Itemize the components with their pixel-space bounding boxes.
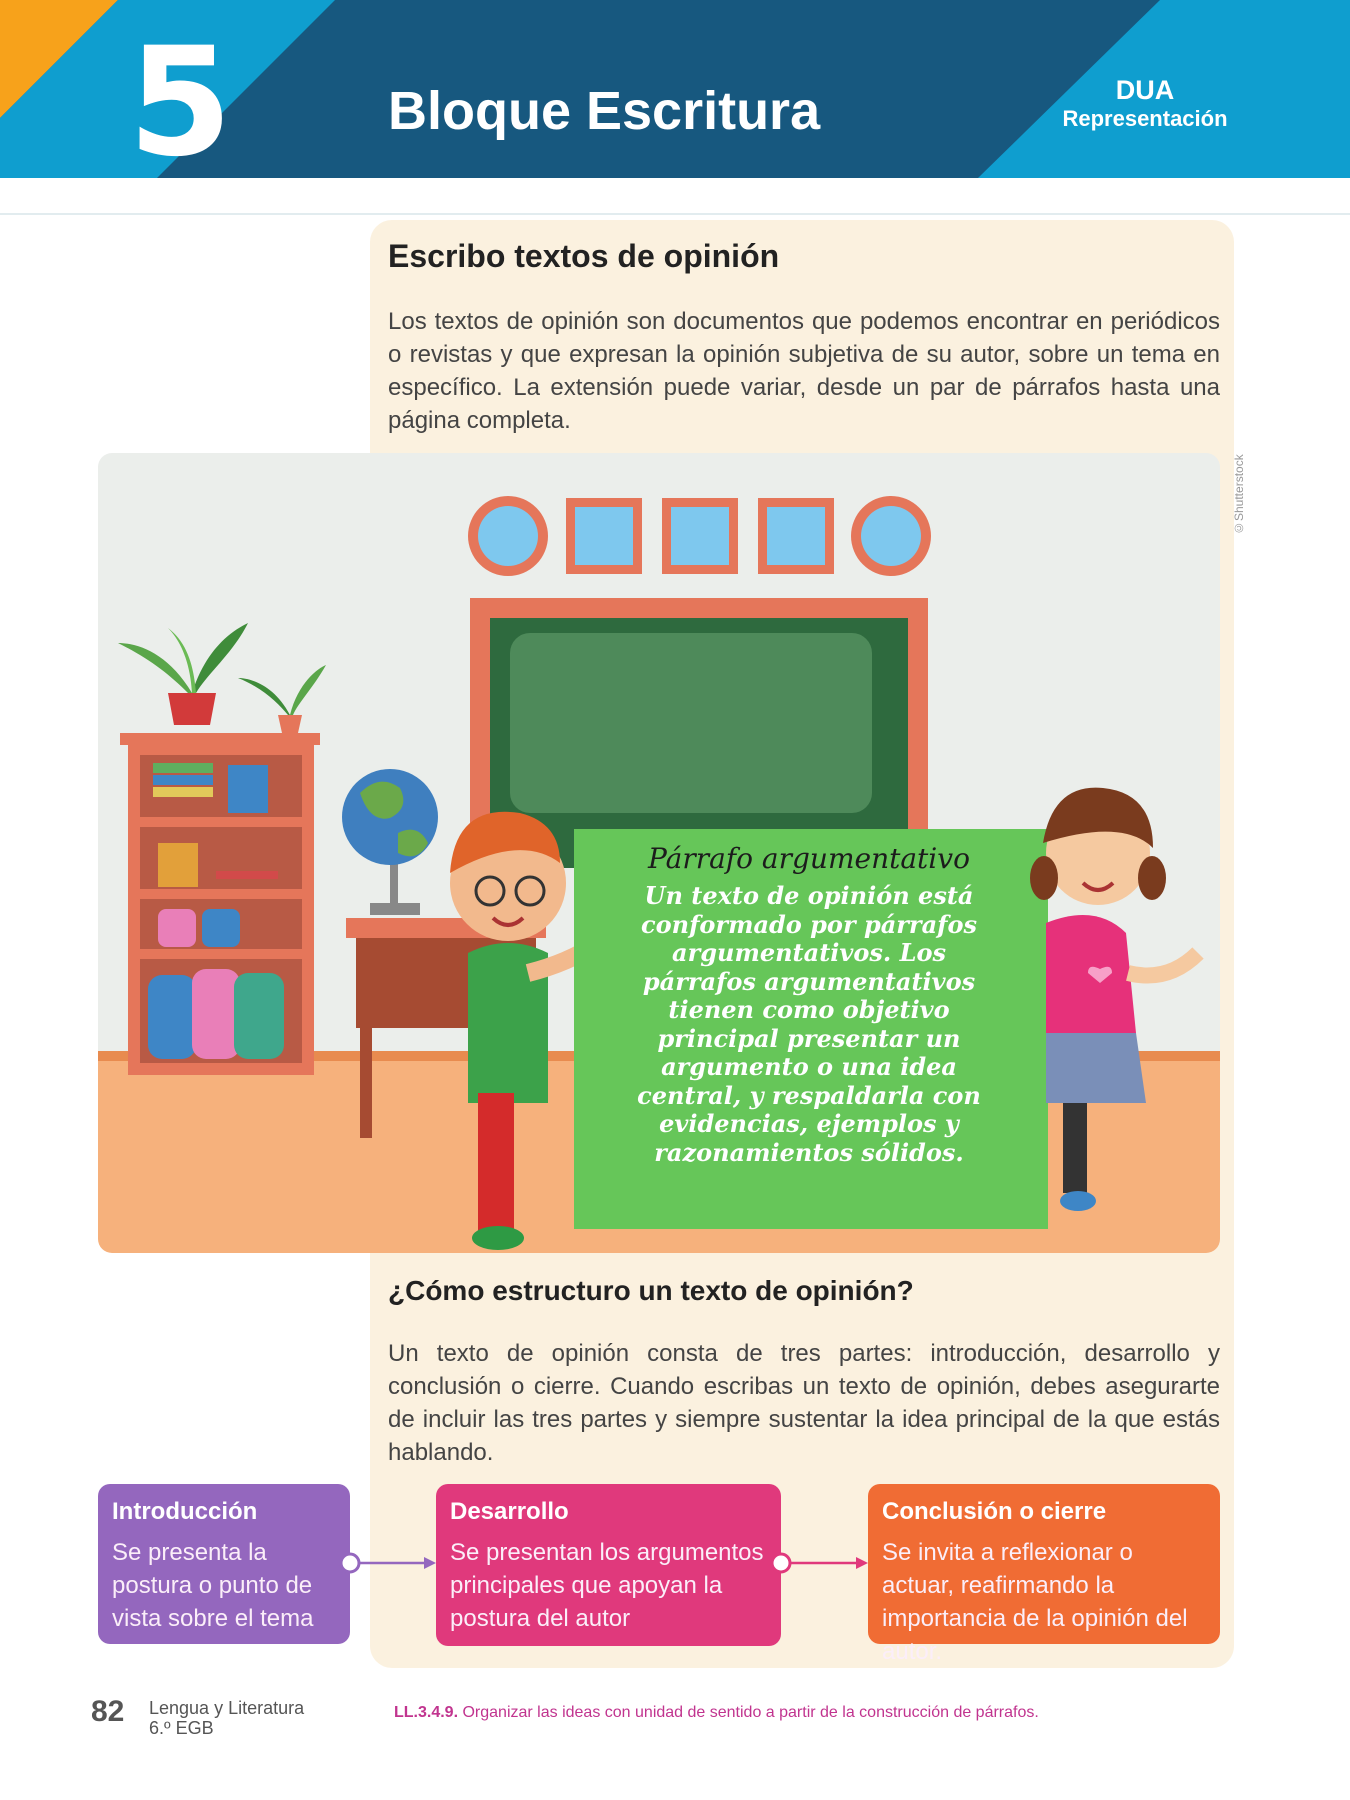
box-introduccion <box>98 1484 350 1644</box>
structure-paragraph: Un texto de opinión consta de tres partes: introducción, desarrollo y conclusión o cierre. Cuando escribas un texto de opinión, debes asegurarte de incluir las tres partes y siempre sustentar la idea principal de la que estás hablando. <box>388 1340 1220 1466</box>
intro-paragraph: Los textos de opinión son documentos que podemos encontrar en periódicos o revistas y que expresan la opinión subjetiva de su autor, sobre un tema en específico. La extensión puede variar, desde un par de párrafos hasta una página completa. <box>388 308 1220 434</box>
box-title: Desarrollo <box>450 1498 569 1525</box>
standard-text: Organizar las ideas con unidad de sentido a partir de la construcción de párrafos. <box>462 1704 1039 1721</box>
chapter-number: 5 <box>128 16 233 178</box>
chalkboard-line: conformado por párrafos <box>641 909 977 939</box>
bookshelf-icon <box>120 733 320 1075</box>
image-credit: ©Shutterstock <box>1232 454 1246 535</box>
round-window-icon-right <box>851 496 931 576</box>
chalkboard-line: argumentativos. Los <box>672 938 946 967</box>
page-title: Bloque Escritura <box>388 81 821 141</box>
header-banner <box>0 0 1350 178</box>
box-title: Conclusión o cierre <box>882 1498 1107 1525</box>
box-conclusion <box>868 1484 1220 1665</box>
chalkboard-line: razonamientos sólidos. <box>654 1137 964 1167</box>
dua-subtitle: Representación <box>1062 106 1228 131</box>
section-title: Escribo textos de opinión <box>388 238 780 274</box>
square-window-icon <box>566 498 834 574</box>
subject-label <box>149 1698 304 1738</box>
dua-title: DUA <box>1115 75 1175 105</box>
curriculum-standard <box>394 1704 1039 1722</box>
chalkboard-line: Un texto de opinión está <box>644 881 974 910</box>
chalkboard-body <box>574 882 1044 1167</box>
chalkboard-line: argumento o una idea <box>661 1052 957 1081</box>
chalkboard-title: Párrafo argumentativo <box>648 842 970 875</box>
box-body: Se invita a reflexionar o actuar, reafirmando la importancia de la opinión del autor. <box>882 1539 1188 1665</box>
chalkboard-line: evidencias, ejemplos y <box>659 1109 959 1138</box>
header-divider <box>0 213 1350 215</box>
box-title: Introducción <box>112 1498 258 1525</box>
standard-code: LL.3.4.9. <box>394 1704 459 1721</box>
subject-name: Lengua y Literatura <box>149 1698 305 1718</box>
page-number: 82 <box>91 1695 125 1728</box>
chalkboard-line: central, y respaldarla con <box>637 1080 981 1110</box>
chalkboard-text <box>574 840 1044 1167</box>
chalkboard-line: principal presentar un <box>657 1023 961 1053</box>
box-body: Se presentan los argumentos principales que apoyan la postura del autor <box>450 1539 764 1632</box>
box-body: Se presenta la postura o punto de vista sobre el tema <box>112 1539 314 1632</box>
chalkboard-line: párrafos argumentativos <box>642 966 976 996</box>
grade-level: 6.º EGB <box>149 1718 214 1738</box>
dua-label <box>1040 74 1250 132</box>
structure-title: ¿Cómo estructuro un texto de opinión? <box>388 1275 914 1306</box>
round-window-icon <box>468 496 548 576</box>
box-desarrollo <box>436 1484 781 1646</box>
chalkboard-line: tienen como objetivo <box>668 995 950 1024</box>
